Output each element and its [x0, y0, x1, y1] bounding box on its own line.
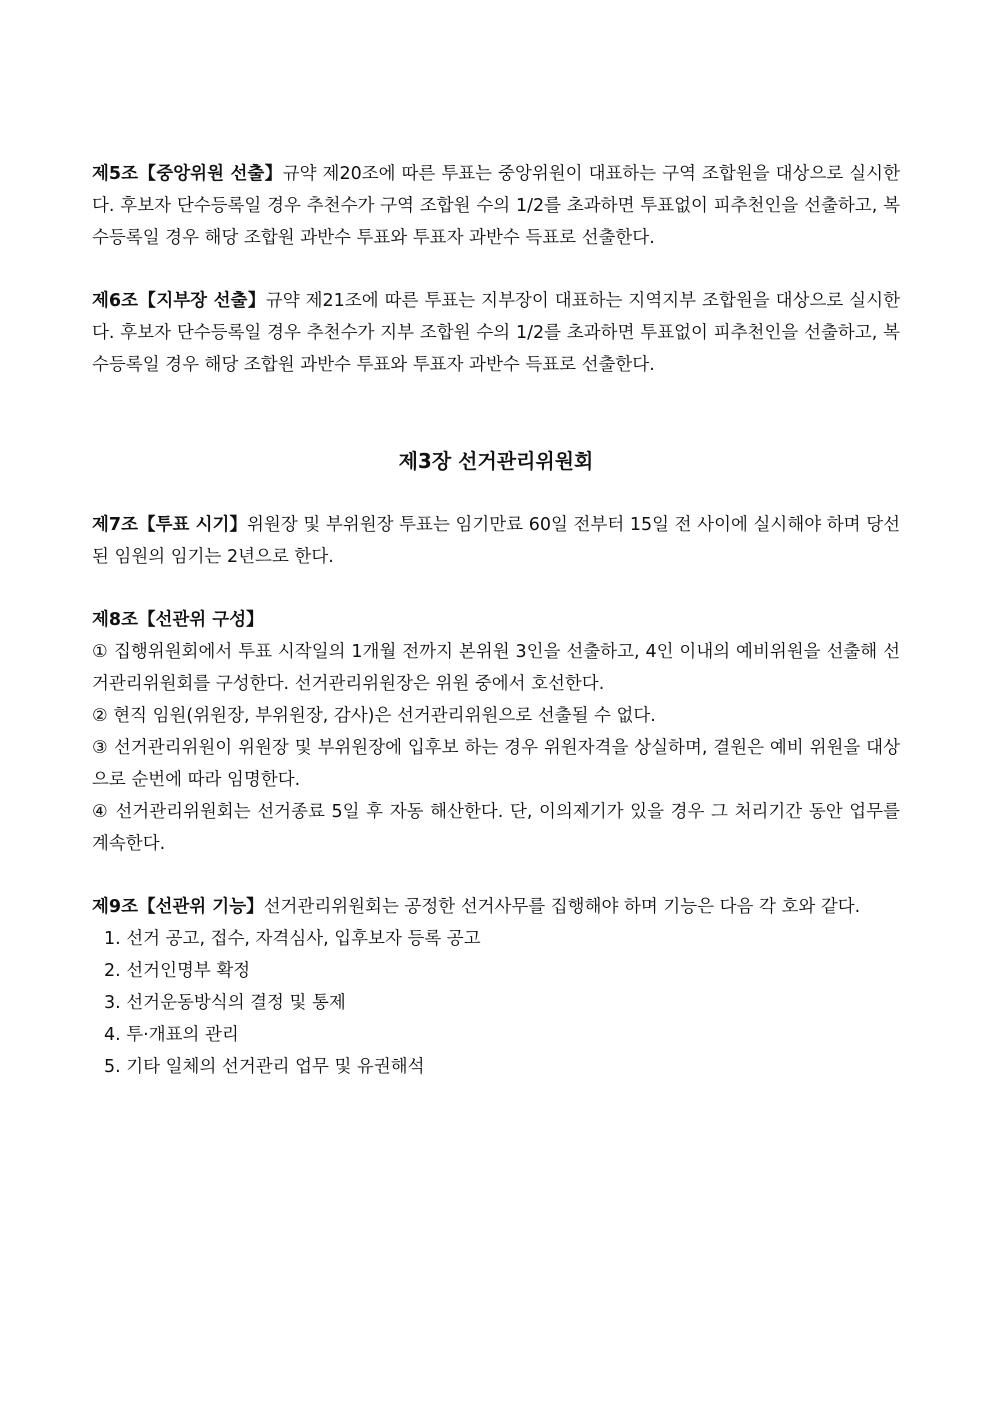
article-9-item-4: 4. 투·개표의 관리	[104, 1025, 239, 1045]
article-8-item-1: ① 집행위원회에서 투표 시작일의 1개월 전까지 본위원 3인을 선출하고, 4인 이내의 예비위원을 선출해 선거관리위원회를 구성한다. 선거관리위원장은 위원 중에서 호선한다.	[92, 642, 900, 694]
document-page	[92, 158, 900, 1083]
article-5-body: 규약 제20조에 따른 투표는 중앙위원이 대표하는 구역 조합원을 대상으로 실시한다. 후보자 단수등록일 경우 추천수가 구역 조합원 수의 1/2를 초과하면 투표없이 피추천인을 선출하고, 복수등록일 경우 해당 조합원 과반수 투표와 투표자 과반수 득표로 선출한다.	[92, 164, 900, 248]
article-9-item-2: 2. 선거인명부 확정	[104, 961, 251, 981]
chapter-3-title: 제3장 선거관리위원회	[398, 449, 594, 473]
article-6-heading: 제6조【지부장 선출】	[92, 291, 266, 311]
article-8-item-3: ③ 선거관리위원이 위원장 및 부위원장에 입후보 하는 경우 위원자격을 상실하며, 결원은 예비 위원을 대상으로 순번에 따라 임명한다.	[92, 738, 900, 790]
article-8	[92, 604, 900, 860]
article-6-body: 규약 제21조에 따른 투표는 지부장이 대표하는 지역지부 조합원을 대상으로 실시한다. 후보자 단수등록일 경우 추천수가 지부 조합원 수의 1/2를 초과하면 투표없이 피추천인을 선출하고, 복수등록일 경우 해당 조합원 과반수 투표와 투표자 과반수 득표로 선출한다.	[92, 291, 901, 375]
article-8-item-4: ④ 선거관리위원회는 선거종료 5일 후 자동 해산한다. 단, 이의제기가 있을 경우 그 처리기간 동안 업무를 계속한다.	[92, 802, 900, 854]
article-8-item-2: ② 현직 임원(위원장, 부위원장, 감사)은 선거관리위원으로 선출될 수 없다.	[92, 706, 656, 726]
article-8-heading: 제8조【선관위 구성】	[92, 610, 264, 630]
article-9-item-5: 5. 기타 일체의 선거관리 업무 및 유권해석	[104, 1057, 425, 1077]
article-7	[92, 509, 900, 573]
article-7-heading: 제7조【투표 시기】	[92, 515, 248, 535]
article-9-intro	[92, 891, 900, 923]
article-9	[92, 891, 900, 1083]
article-9-item-1: 1. 선거 공고, 접수, 자격심사, 입후보자 등록 공고	[104, 929, 481, 949]
article-9-heading: 제9조【선관위 기능】	[92, 897, 264, 917]
article-9-item-3: 3. 선거운동방식의 결정 및 통제	[104, 993, 346, 1013]
article-6	[92, 285, 900, 381]
article-5	[92, 158, 900, 254]
article-7-body: 위원장 및 부위원장 투표는 임기만료 60일 전부터 15일 전 사이에 실시해야 하며 당선된 임원의 임기는 2년으로 한다.	[92, 515, 901, 567]
article-9-body: 선거관리위원회는 공정한 선거사무를 집행해야 하며 기능은 다음 각 호와 같다.	[263, 897, 861, 917]
article-5-heading: 제5조【중앙위원 선출】	[92, 164, 283, 184]
